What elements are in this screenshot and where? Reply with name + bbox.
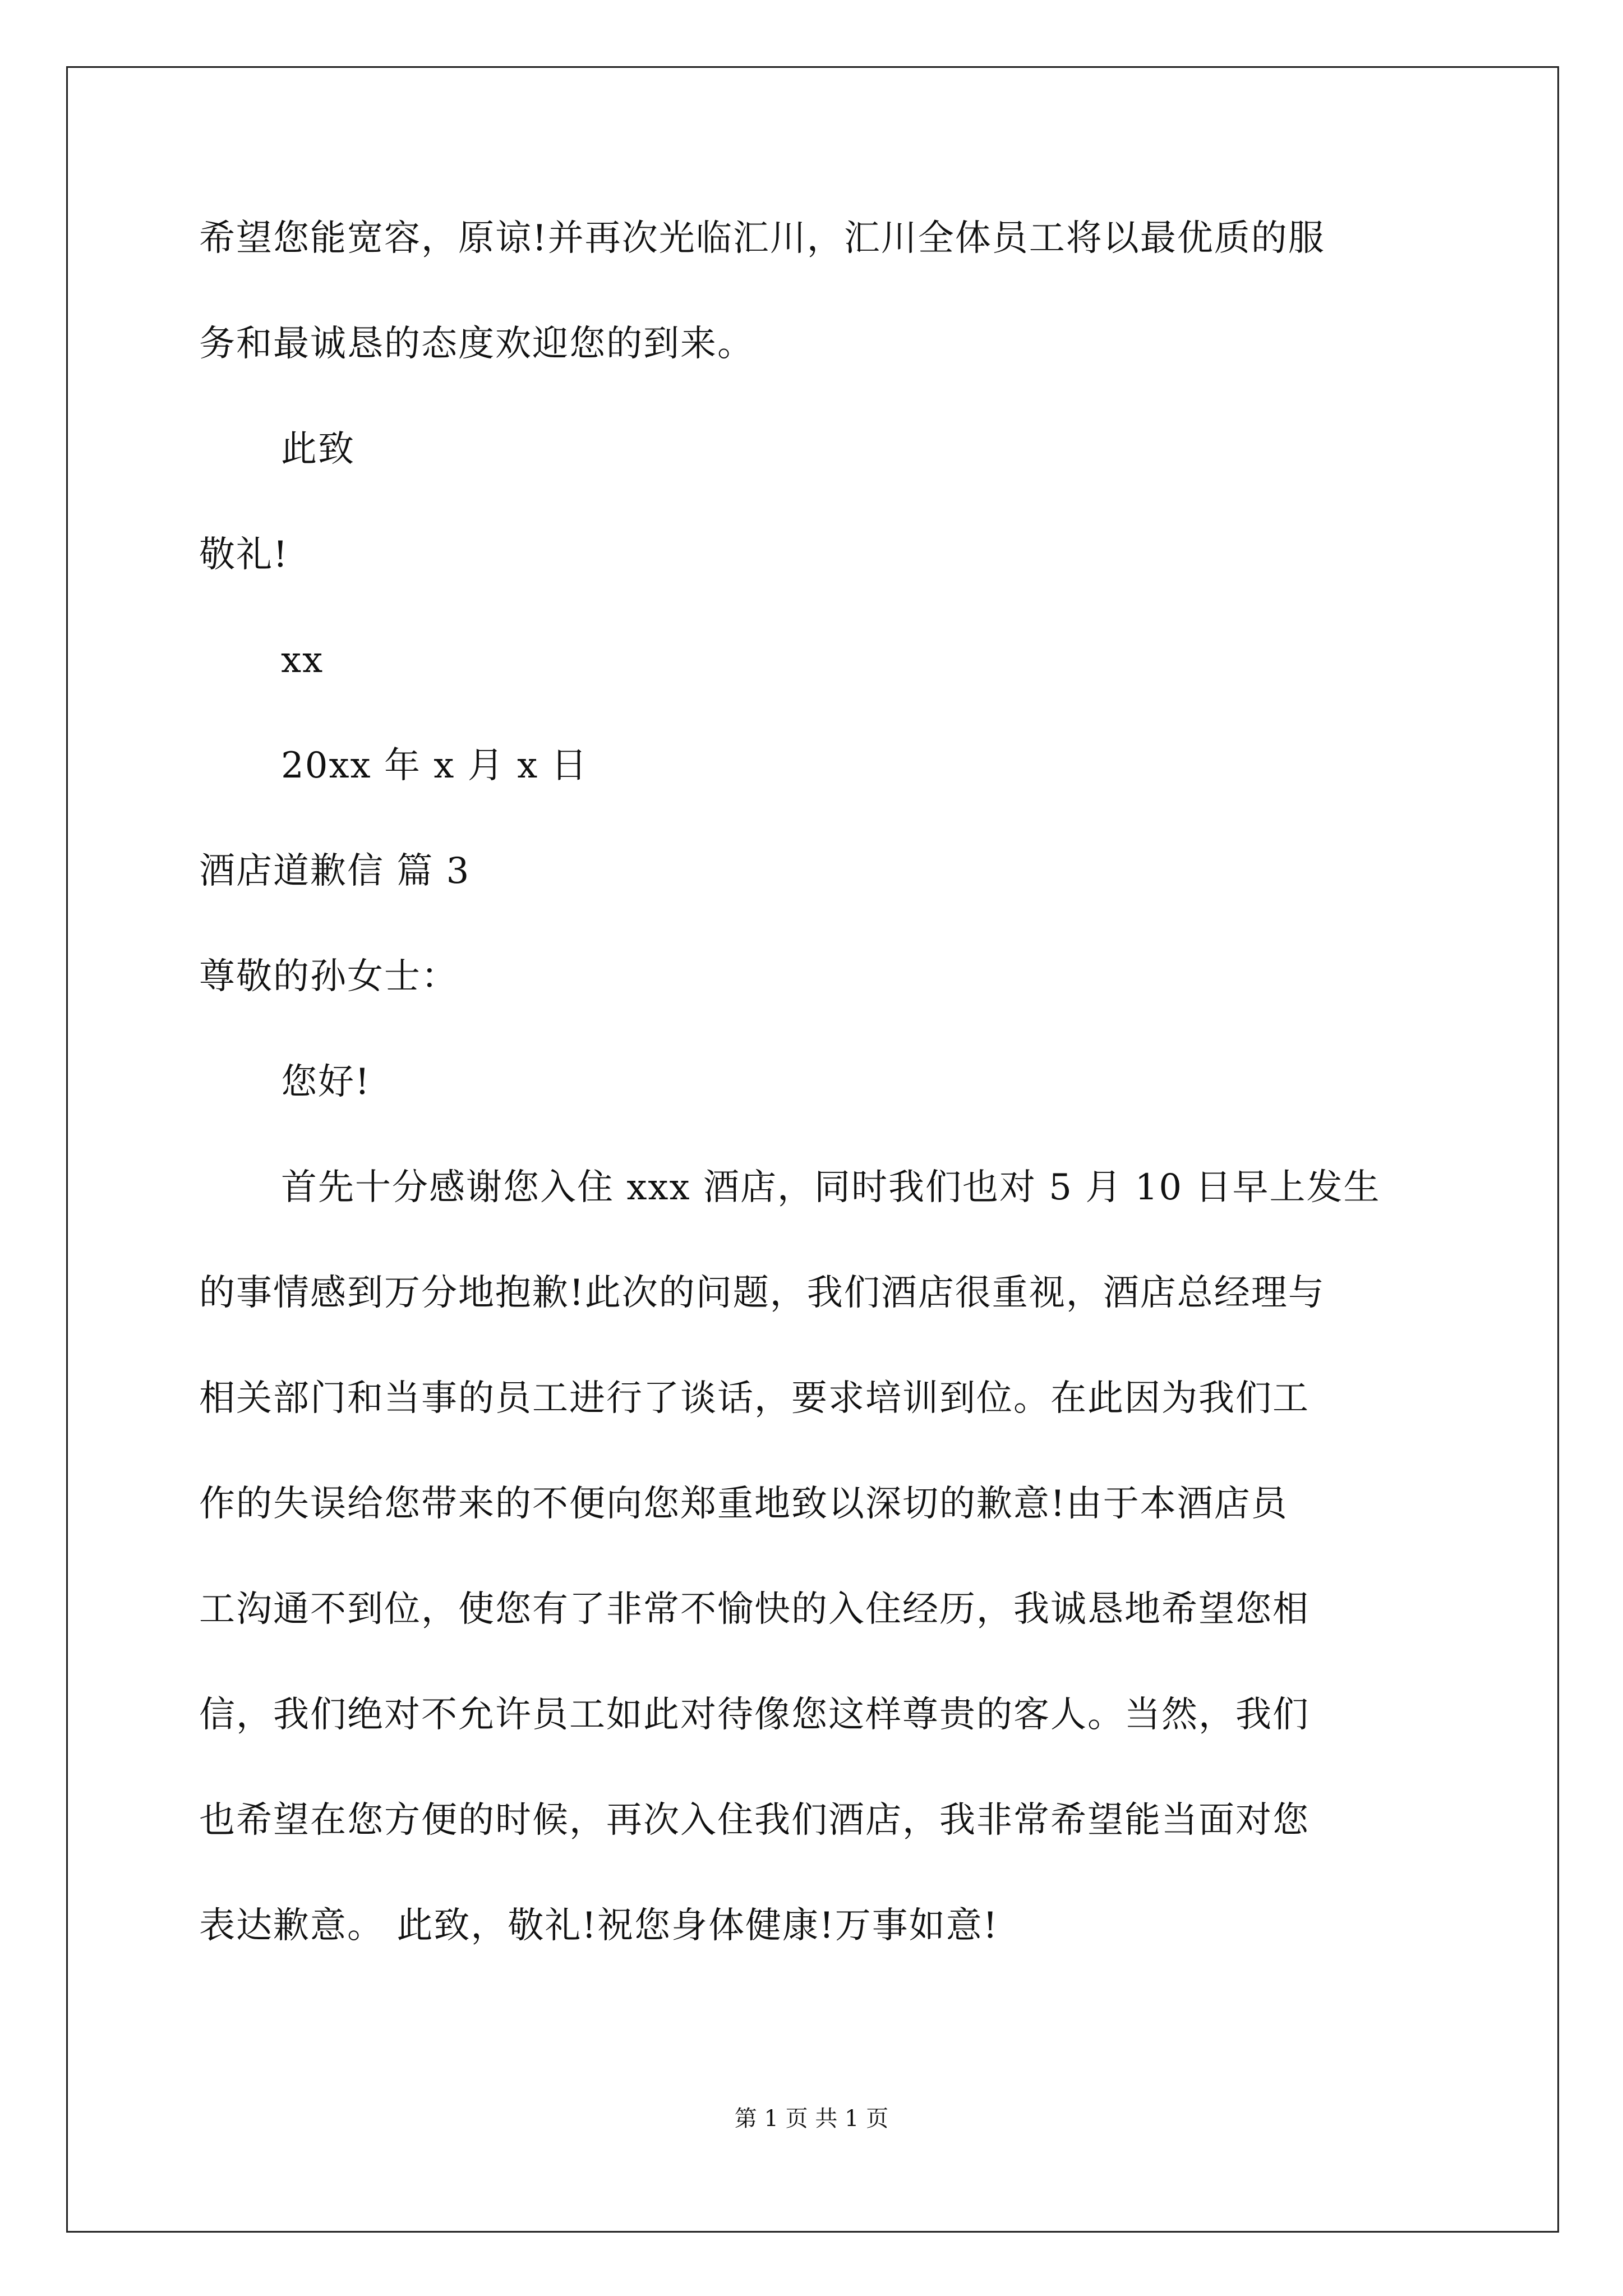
text-line: 敬礼! bbox=[199, 534, 289, 576]
text-line: 的事情感到万分地抱歉!此次的问题，我们酒店很重视，酒店总经理与 bbox=[199, 1272, 1325, 1314]
text-line: 务和最诚恳的态度欢迎您的到来。 bbox=[199, 323, 754, 365]
text-line: 也希望在您方便的时候，再次入住我们酒店，我非常希望能当面对您 bbox=[199, 1800, 1310, 1841]
page-footer: 第 1 页 共 1 页 bbox=[734, 2106, 889, 2132]
greeting: 您好! bbox=[281, 1061, 371, 1103]
salutation: 尊敬的孙女士： bbox=[199, 956, 458, 997]
text-line: 相关部门和当事的员工进行了谈话，要求培训到位。在此因为我们工 bbox=[199, 1378, 1310, 1419]
text-line: 希望您能宽容，原谅!并再次光临汇川，汇川全体员工将以最优质的服 bbox=[199, 218, 1325, 259]
text-line: 表达歉意。 此致，敬礼!祝您身体健康!万事如意! bbox=[199, 1905, 999, 1947]
text-line: xx bbox=[281, 639, 324, 681]
text-line: 首先十分感谢您入住 xxx 酒店，同时我们也对 5 月 10 日早上发生 bbox=[281, 1167, 1381, 1208]
text-line: 工沟通不到位，使您有了非常不愉快的入住经历，我诚恳地希望您相 bbox=[199, 1589, 1310, 1630]
date-line: 20xx 年 x 月 x 日 bbox=[281, 745, 588, 786]
text-line: 此致 bbox=[281, 429, 355, 470]
text-line: 信，我们绝对不允许员工如此对待像您这样尊贵的客人。当然，我们 bbox=[199, 1694, 1310, 1736]
section-heading: 酒店道歉信 篇 3 bbox=[199, 850, 471, 892]
text-line: 作的失误给您带来的不便向您郑重地致以深切的歉意!由于本酒店员 bbox=[199, 1483, 1288, 1525]
